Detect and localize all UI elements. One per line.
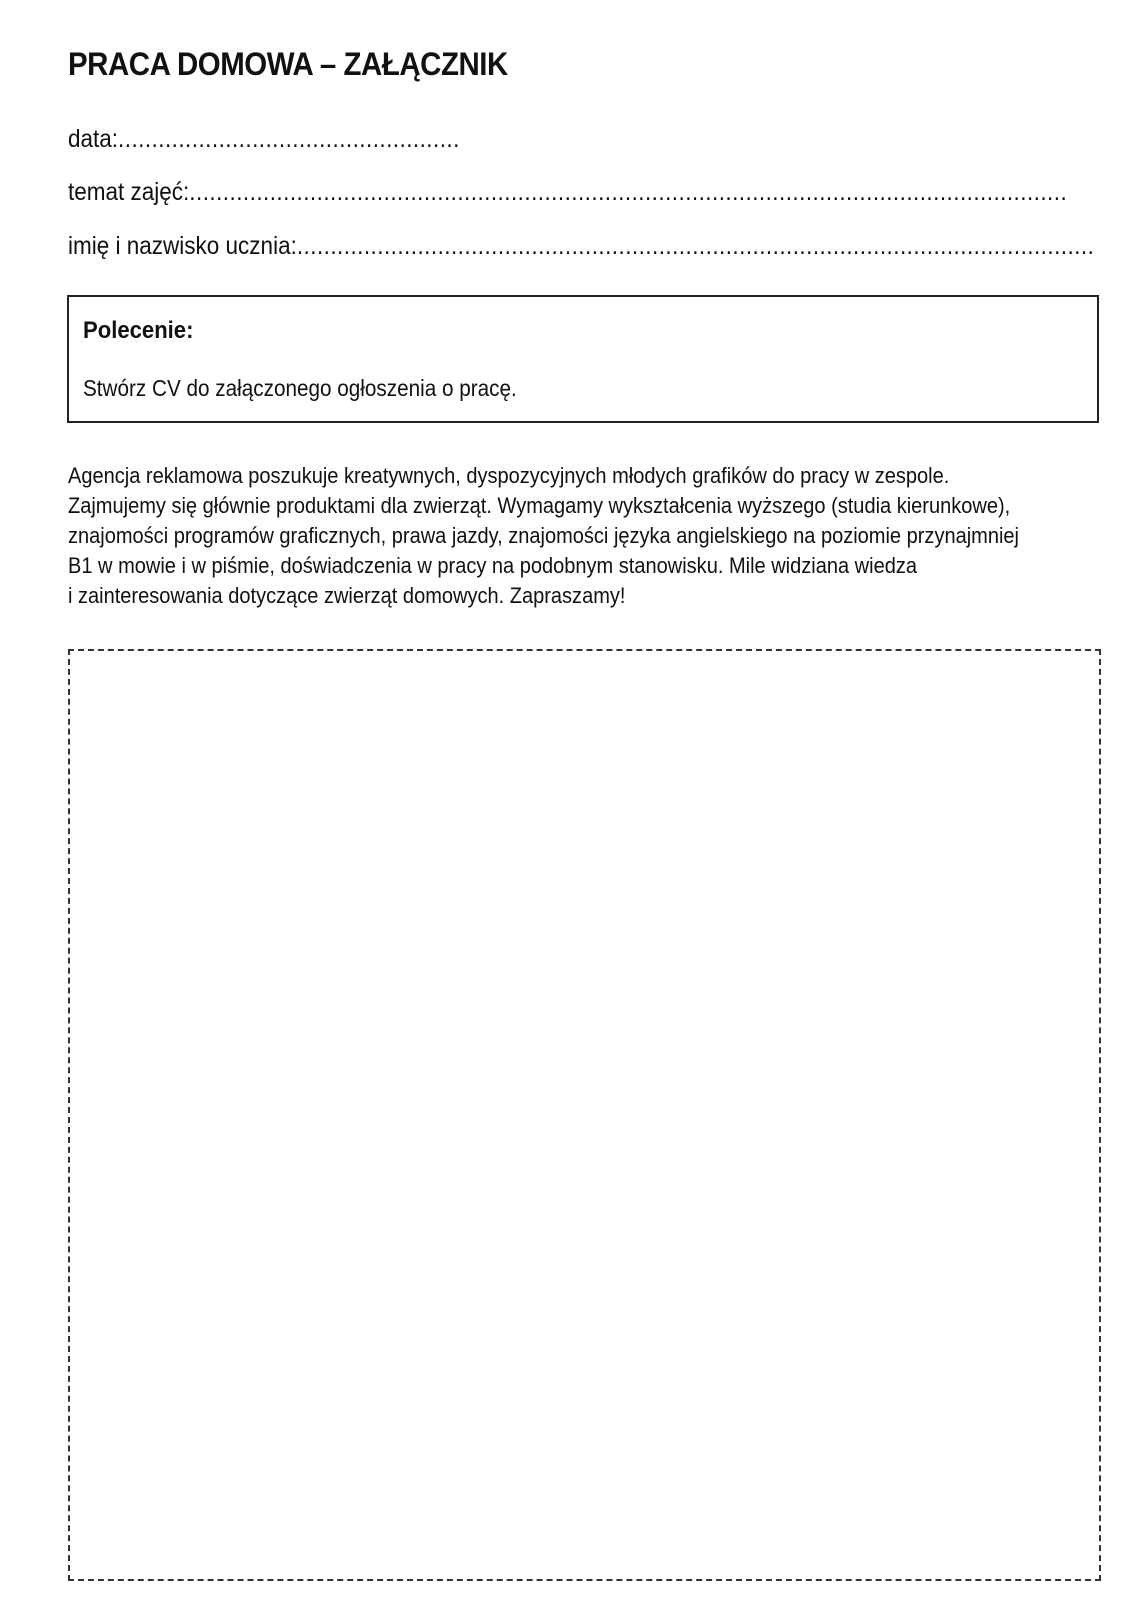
page-title: PRACA DOMOWA – ZAŁĄCZNIK	[68, 46, 508, 82]
command-box	[67, 295, 1099, 423]
ad-line: Zajmujemy się głównie produktami dla zwierząt. Wymagamy wykształcenia wyższego (studia kierunkowe),	[68, 493, 1011, 518]
job-advertisement	[68, 461, 1068, 611]
topic-fill-line: ...................................................................................................................................	[189, 178, 1068, 206]
command-heading: Polecenie:	[83, 317, 194, 344]
date-fill-line: ...................................................	[118, 125, 460, 153]
date-field	[68, 125, 460, 154]
student-name-field	[68, 232, 1094, 261]
topic-label: temat zajęć:	[68, 178, 190, 206]
ad-line: znajomości programów graficznych, prawa jazdy, znajomości języka angielskiego na poziomie przynajmniej	[68, 523, 1020, 548]
ad-line: B1 w mowie i w piśmie, doświadczenia w pracy na podobnym stanowisku. Mile widziana wiedza	[68, 553, 918, 578]
topic-field	[68, 178, 1067, 207]
ad-line: i zainteresowania dotyczące zwierząt domowych. Zapraszamy!	[68, 583, 626, 608]
student-name-label: imię i nazwisko ucznia:	[68, 232, 297, 260]
command-text: Stwórz CV do załączonego ogłoszenia o pracę.	[83, 375, 517, 401]
student-name-fill-line: .......................................................................................................................	[296, 232, 1095, 260]
date-label: data:	[68, 125, 119, 153]
ad-line: Agencja reklamowa poszukuje kreatywnych, dyspozycyjnych młodych grafików do pracy w zespole.	[68, 463, 950, 488]
answer-area	[68, 649, 1101, 1581]
